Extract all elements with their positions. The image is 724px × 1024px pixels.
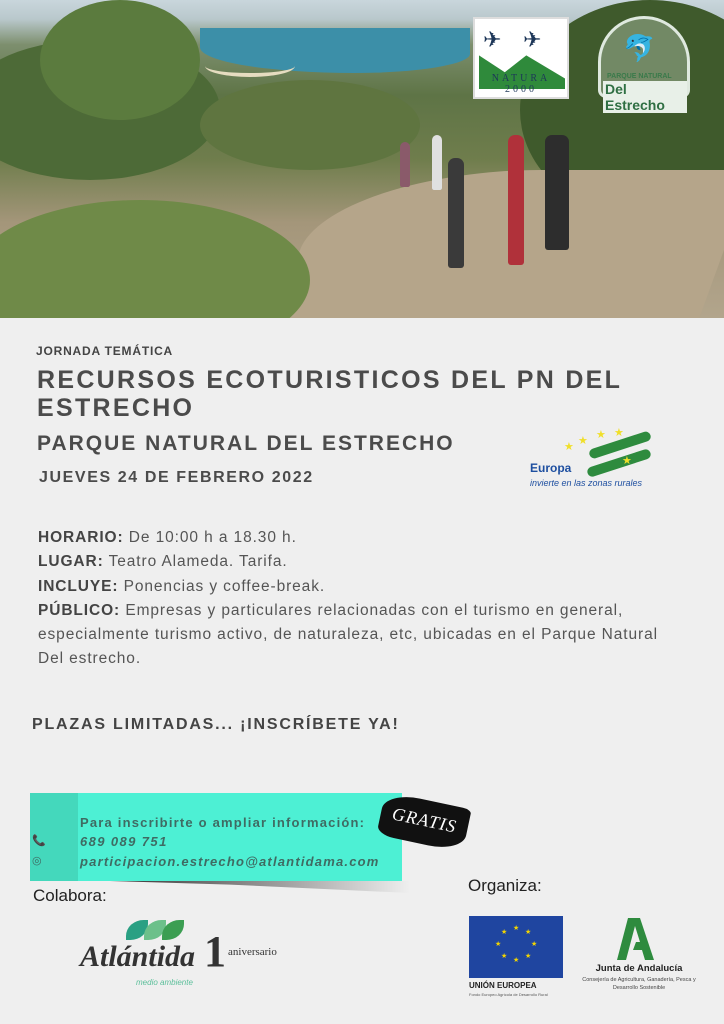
dolphin-icon: 🐬	[623, 33, 656, 63]
parque-logo-small: PARQUE NATURAL	[607, 73, 672, 80]
detail-value: Ponencias y coffee-break.	[123, 577, 326, 595]
europa-invierte-logo: ★ ★ ★ ★ ★ Europa invierte en las zonas rurales	[528, 426, 658, 496]
detail-label: HORARIO:	[38, 529, 124, 546]
organizers-label: Organiza:	[468, 876, 542, 895]
event-details	[38, 526, 678, 672]
shrubs	[0, 200, 310, 318]
parque-estrecho-logo	[598, 16, 690, 113]
atlantida-tagline: medio ambiente	[136, 978, 193, 987]
eu-label: UNIÓN EUROPEA	[469, 981, 537, 990]
beach	[205, 55, 295, 77]
detail-label: INCLUYE:	[38, 577, 119, 595]
junta-department: Consejería de Agricultura, Ganadería, Pesca y Desarrollo Sostenible	[582, 977, 696, 991]
hiker	[508, 135, 524, 265]
parque-logo-big: Del Estrecho	[603, 81, 687, 113]
atlantida-name: Atlántida	[80, 940, 196, 973]
eu-fund: Fondo Europeo Agrícola de Desarrollo Rural	[469, 992, 548, 997]
detail-value: De 10:00 h a 18.30 h.	[128, 529, 297, 546]
hiker	[432, 135, 442, 190]
contact-email[interactable]: participacion.estrecho@atlantidama.com	[80, 854, 380, 869]
detail-label: PÚBLICO:	[38, 601, 121, 619]
atlantida-aniversario: aniversario	[228, 946, 277, 958]
junta-andalucia-logo	[610, 918, 660, 960]
event-kicker: JORNADA TEMÁTICA	[36, 344, 174, 358]
detail-value: Teatro Alameda. Tarifa.	[108, 553, 288, 571]
contact-heading: Para inscribirte o ampliar información:	[80, 815, 366, 830]
europa-tagline: invierte en las zonas rurales	[530, 478, 643, 488]
contact-box	[30, 793, 402, 881]
atlantida-ten: 1	[204, 927, 226, 976]
event-date: JUEVES 24 DE FEBRERO 2022	[39, 469, 314, 486]
call-to-action: PLAZAS LIMITADAS... ¡INSCRÍBETE YA!	[32, 716, 400, 733]
tree	[40, 0, 200, 120]
detail-value: Empresas y particulares relacionadas con el turismo en general, especialmente turismo activo, de naturaleza, etc, ubicadas en el Parque Natural Del estrecho.	[38, 601, 658, 668]
phone-icon: 📞	[32, 835, 46, 847]
hiker	[545, 135, 569, 250]
natura-2000-logo: ✈ ✈ NATURA 2000	[473, 17, 569, 99]
gratis-badge: GRATIS	[376, 791, 471, 852]
collaborators-label: Colabora:	[33, 886, 107, 905]
detail-incluye	[38, 575, 678, 599]
detail-horario	[38, 526, 678, 550]
eu-flag: ★ ★ ★ ★ ★ ★ ★ ★	[469, 916, 563, 978]
atlantida-logo	[80, 918, 290, 993]
detail-lugar	[38, 550, 678, 574]
event-subtitle: PARQUE NATURAL DEL ESTRECHO	[37, 432, 455, 455]
europa-label: Europa	[530, 461, 572, 475]
natura-logo-text: NATURA 2000	[491, 73, 551, 95]
header-photo	[0, 0, 724, 318]
junta-label: Junta de Andalucía	[595, 963, 683, 974]
at-icon: ◎	[32, 855, 42, 867]
shrubs	[200, 80, 420, 170]
hiker	[448, 158, 464, 268]
detail-label: LUGAR:	[38, 553, 104, 571]
contact-phone[interactable]: 689 089 751	[80, 834, 168, 849]
trail	[271, 170, 724, 318]
detail-publico	[38, 599, 678, 672]
hiker	[400, 142, 410, 187]
event-title: RECURSOS ECOTURISTICOS DEL PN DEL ESTRECHO	[37, 366, 622, 422]
